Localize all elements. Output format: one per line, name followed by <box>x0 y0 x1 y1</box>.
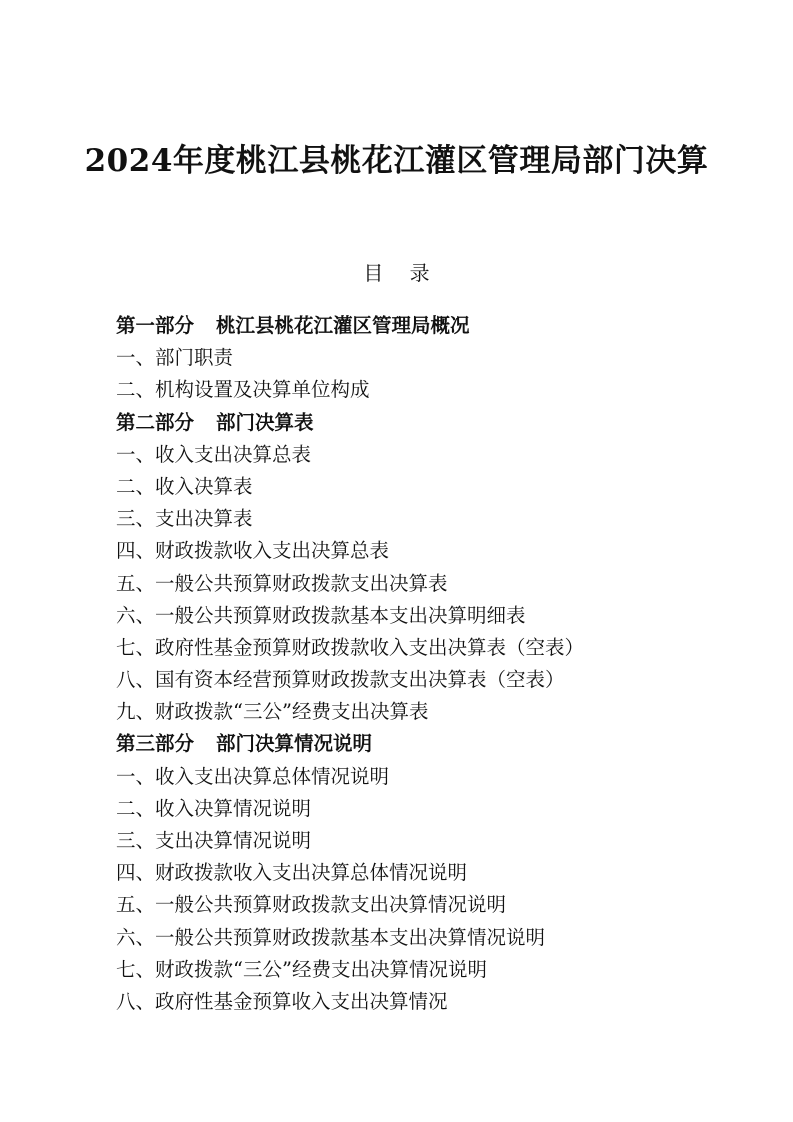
toc-part-number: 第二部分 <box>116 410 195 434</box>
toc-part-title: 部门决算情况说明 <box>216 732 373 756</box>
toc-entry: 二、收入决算情况说明 <box>116 796 312 820</box>
toc-entry: 一、部门职责 <box>116 346 234 370</box>
toc-entry: 六、一般公共预算财政拨款基本支出决算情况说明 <box>116 925 546 949</box>
toc-part-title: 部门决算表 <box>216 410 314 434</box>
toc-entry: 三、支出决算表 <box>116 507 253 531</box>
toc-part-title: 桃江县桃花江灌区管理局概况 <box>216 314 470 337</box>
toc-entry: 三、支出决算情况说明 <box>116 829 312 852</box>
toc-part-2 <box>116 407 756 439</box>
toc-entry: 四、财政拨款收入支出决算总体情况说明 <box>116 861 468 885</box>
toc-part-number: 第一部分 <box>116 314 195 337</box>
table-of-contents <box>116 310 756 1018</box>
toc-part-1 <box>116 310 756 342</box>
toc-entry: 四、财政拨款收入支出决算总表 <box>116 539 390 563</box>
toc-entry: 九、财政拨款“三公”经费支出决算表 <box>116 700 429 724</box>
toc-entry: 六、一般公共预算财政拨款基本支出决算明细表 <box>116 603 526 627</box>
toc-entry: 二、收入决算表 <box>116 474 253 498</box>
toc-entry: 一、收入支出决算总体情况说明 <box>116 764 390 788</box>
toc-entry: 八、政府性基金预算收入支出决算情况 <box>116 989 448 1013</box>
toc-entry: 一、收入支出决算总表 <box>116 442 312 466</box>
toc-heading: 目 录 <box>363 261 440 285</box>
toc-entry: 七、财政拨款“三公”经费支出决算情况说明 <box>116 957 487 981</box>
toc-entry: 二、机构设置及决算单位构成 <box>116 378 370 402</box>
toc-entry: 五、一般公共预算财政拨款支出决算表 <box>116 571 448 595</box>
toc-entry: 五、一般公共预算财政拨款支出决算情况说明 <box>116 893 507 917</box>
toc-part-3 <box>116 728 756 760</box>
toc-part-number: 第三部分 <box>116 732 195 756</box>
document-title: 2024年度桃江县桃花江灌区管理局部门决算 <box>84 143 709 179</box>
toc-entry: 七、政府性基金预算财政拨款收入支出决算表（空表） <box>116 635 585 659</box>
toc-entry: 八、国有资本经营预算财政拨款支出决算表（空表） <box>116 668 565 692</box>
